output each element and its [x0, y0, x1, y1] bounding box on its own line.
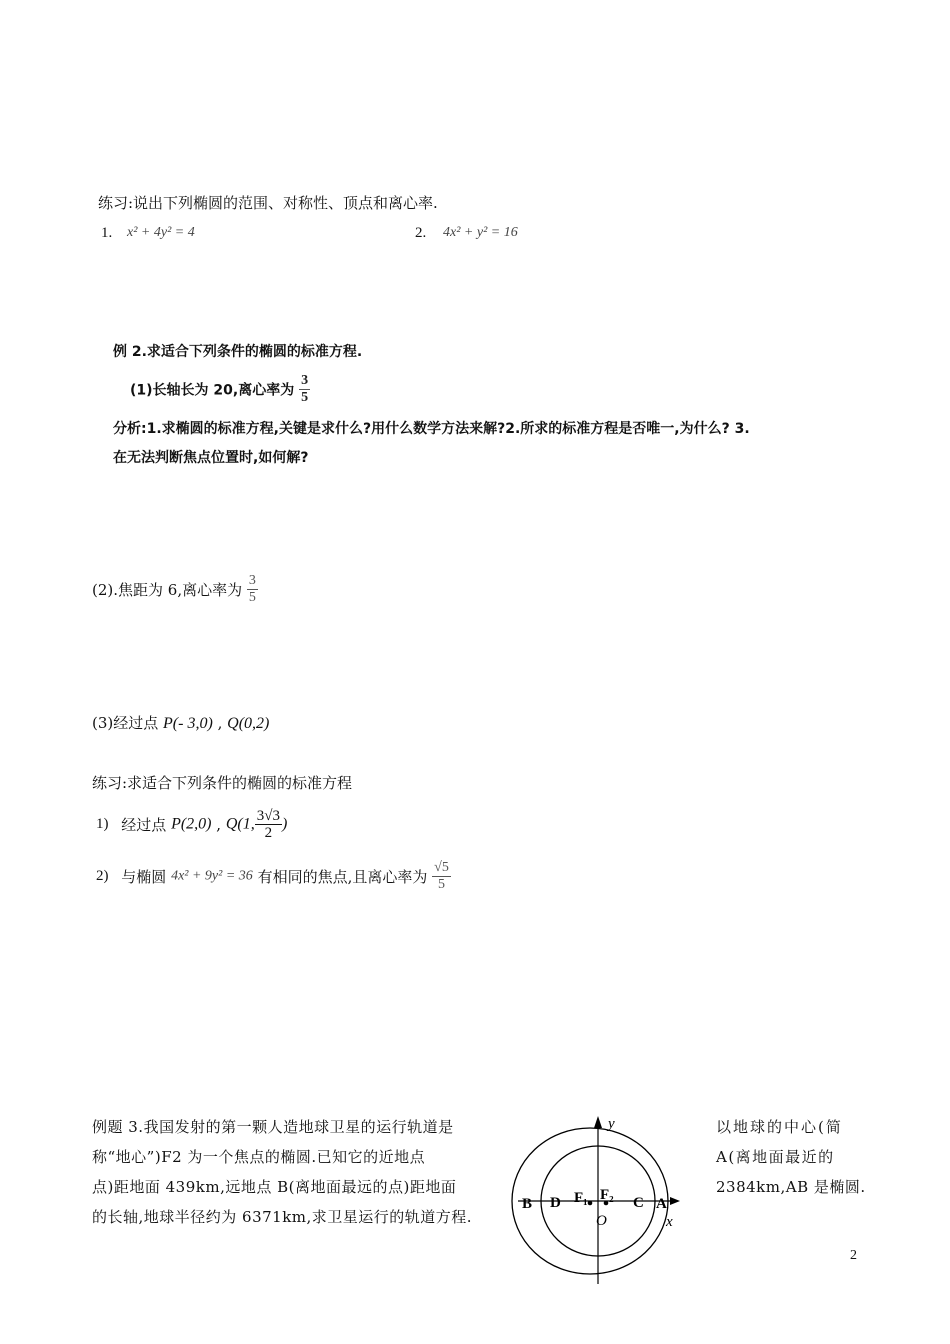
example2-part2-fraction	[247, 573, 258, 606]
practice2-item2-text-a: 与椭圆	[121, 868, 167, 886]
example3-right-line3: 2384km,AB 是椭圆.	[716, 1178, 866, 1196]
fraction-denominator: 2	[264, 825, 273, 841]
example2-part3-text: (3)经过点	[92, 714, 159, 732]
example3-left-line4: 的长轴,地球半径约为 6371km,求卫星运行的轨道方程.	[92, 1208, 473, 1226]
practice2-item2-equation: 4x² + 9y² = 36	[171, 868, 253, 884]
separator: ,	[217, 714, 223, 732]
practice2-item2-label: 2)	[96, 868, 109, 884]
point-b-label: B	[522, 1196, 533, 1212]
point-q-prefix: Q(1,	[225, 815, 255, 833]
point-a-label: A	[656, 1196, 667, 1212]
focus-f1-label: F₁	[574, 1190, 588, 1206]
point-p: P(2,0)	[171, 815, 212, 833]
focus-f2-label: F₂	[600, 1187, 614, 1203]
page-number: 2	[850, 1248, 857, 1263]
practice2-item2-fraction	[432, 860, 451, 893]
practice1-item2-equation: 4x² + y² = 16	[443, 225, 518, 240]
practice1-item2-number: 2.	[415, 225, 427, 241]
example2-heading: 例 2.求适合下列条件的椭圆的标准方程.	[113, 344, 363, 360]
y-axis-label: y	[608, 1116, 615, 1132]
practice2-item1-label: 1)	[96, 816, 109, 832]
example2-part3	[92, 712, 269, 733]
point-q-suffix: )	[281, 815, 288, 833]
point-p: P(- 3,0)	[163, 715, 213, 732]
practice1-item1-equation: x² + 4y² = 4	[127, 225, 195, 240]
fraction-numerator: 3	[248, 573, 256, 588]
fraction-denominator: 5	[301, 390, 309, 405]
example3-left-line1: 例题 3.我国发射的第一颗人造地球卫星的运行轨道是	[92, 1118, 454, 1136]
fraction-denominator: 5	[248, 590, 256, 605]
example2-part1	[130, 373, 310, 406]
point-q: Q(0,2)	[227, 715, 270, 732]
practice2-item2	[96, 860, 451, 893]
example3-right-line2: A(离地面最近的	[716, 1148, 835, 1166]
practice2-item2-text-b: 有相同的焦点,且离心率为	[257, 868, 428, 886]
practice1-heading: 练习:说出下列椭圆的范围、对称性、顶点和离心率.	[98, 194, 438, 212]
focus-f1-dot	[588, 1201, 593, 1206]
point-d-label: D	[550, 1195, 561, 1211]
fraction-numerator: √5	[434, 860, 449, 875]
orbit-diagram	[510, 1108, 700, 1288]
example2-analysis-line1: 分析:1.求椭圆的标准方程,关键是求什么?用什么数学方法来解?2.所求的标准方程是否唯一,为什么? 3.	[113, 421, 750, 437]
fraction-numerator: 3	[301, 373, 309, 388]
x-axis-arrow-icon	[670, 1197, 680, 1205]
separator: ,	[216, 815, 222, 834]
practice2-heading: 练习:求适合下列条件的椭圆的标准方程	[92, 774, 353, 792]
practice2-item1-text: 经过点	[121, 816, 167, 834]
point-c-label: C	[633, 1195, 644, 1211]
example3-left-line2: 称“地心”)F2 为一个焦点的椭圆.已知它的近地点	[92, 1148, 426, 1166]
fraction-denominator: 5	[437, 877, 445, 892]
x-axis-label: x	[666, 1214, 673, 1230]
example2-part2	[92, 573, 258, 606]
example3-left-line3: 点)距地面 439km,远地点 B(离地面最远的点)距地面	[92, 1178, 457, 1196]
practice1-item1-number: 1.	[101, 225, 113, 241]
origin-label: O	[596, 1213, 607, 1229]
example2-part1-fraction	[299, 373, 310, 406]
y-axis-arrow-icon	[594, 1116, 602, 1128]
example2-part1-text: (1)长轴长为 20,离心率为	[130, 382, 295, 399]
practice2-item1	[96, 808, 287, 841]
example2-part2-text: (2).焦距为 6,离心率为	[92, 581, 243, 599]
example3-right-line1: 以地球的中心(简	[716, 1118, 843, 1136]
fraction-numerator: 3√3	[256, 808, 280, 824]
example2-analysis-line2: 在无法判断焦点位置时,如何解?	[113, 450, 309, 466]
point-q-fraction	[255, 808, 282, 841]
